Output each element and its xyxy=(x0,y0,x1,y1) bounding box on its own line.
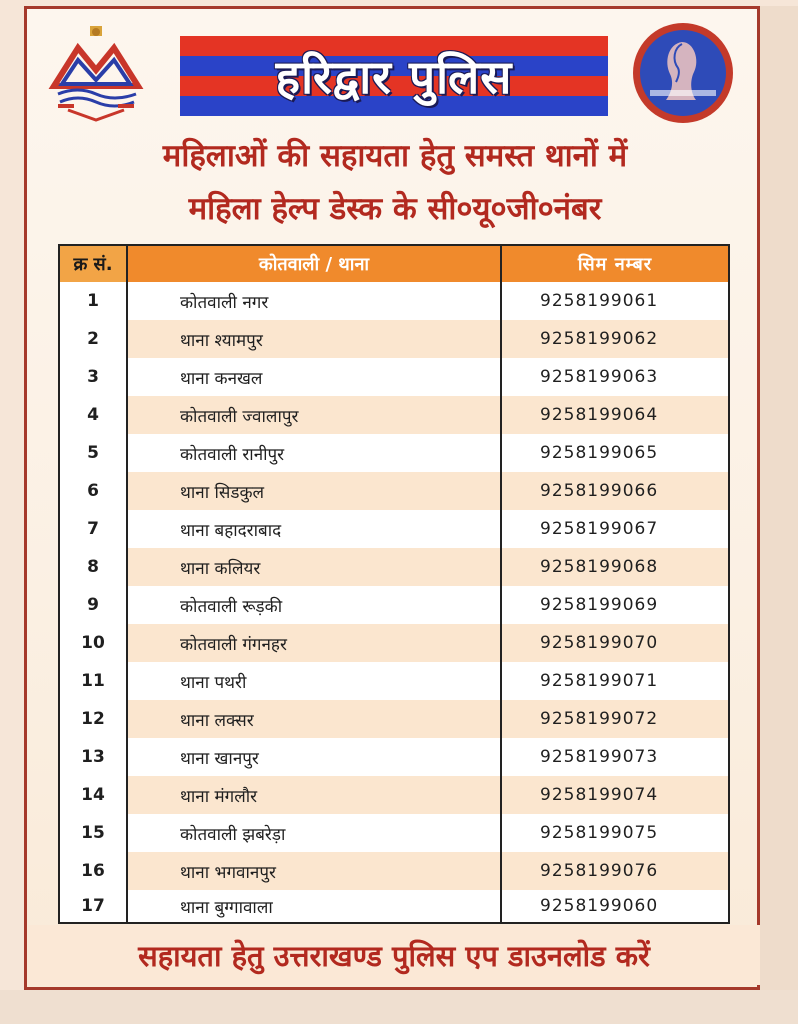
header-number: सिम नम्बर xyxy=(577,254,653,275)
row-serial: 14 xyxy=(60,776,128,814)
header-station: कोतवाली / थाना xyxy=(128,246,502,282)
page-title: हरिद्वार पुलिस xyxy=(275,50,513,104)
table-row xyxy=(60,472,728,510)
row-serial: 9 xyxy=(60,586,128,624)
row-number: 9258199061 xyxy=(540,291,659,311)
row-number: 9258199072 xyxy=(540,709,659,729)
row-number: 9258199065 xyxy=(540,443,659,463)
row-serial: 5 xyxy=(60,434,128,472)
women-safety-badge-icon xyxy=(632,22,734,124)
table-row xyxy=(60,624,728,662)
row-station: थाना श्यामपुर xyxy=(128,320,502,358)
row-serial: 2 xyxy=(60,320,128,358)
row-number: 9258199064 xyxy=(540,405,659,425)
table-row xyxy=(60,776,728,814)
row-station: थाना खानपुर xyxy=(128,738,502,776)
row-number: 9258199075 xyxy=(540,823,659,843)
table-row xyxy=(60,320,728,358)
row-number: 9258199074 xyxy=(540,785,659,805)
heading-line-2: महिला हेल्प डेस्क के सी०यू०जी०नंबर xyxy=(188,191,602,227)
row-number: 9258199068 xyxy=(540,557,659,577)
footer-banner: सहायता हेतु उत्तराखण्ड पुलिस एप डाउनलोड करें xyxy=(28,925,760,985)
table-row xyxy=(60,434,728,472)
table-row xyxy=(60,548,728,586)
row-station: थाना भगवानपुर xyxy=(128,852,502,890)
page-bottom-edge xyxy=(0,990,798,1024)
table-row xyxy=(60,358,728,396)
row-station: कोतवाली गंगनहर xyxy=(128,624,502,662)
title-banner xyxy=(180,36,608,116)
table-row xyxy=(60,282,728,320)
row-serial: 10 xyxy=(60,624,128,662)
row-serial: 16 xyxy=(60,852,128,890)
row-number: 9258199063 xyxy=(540,367,659,387)
row-number: 9258199060 xyxy=(540,896,659,916)
page-shadow xyxy=(760,6,798,1024)
table-row xyxy=(60,586,728,624)
row-station: कोतवाली ज्वालापुर xyxy=(128,396,502,434)
row-number: 9258199062 xyxy=(540,329,659,349)
table-row xyxy=(60,738,728,776)
row-serial: 17 xyxy=(60,890,128,922)
row-station: कोतवाली झबरेड़ा xyxy=(128,814,502,852)
table-row xyxy=(60,814,728,852)
row-number: 9258199067 xyxy=(540,519,659,539)
row-serial: 1 xyxy=(60,282,128,320)
header-serial: क्र सं. xyxy=(60,246,128,282)
row-number: 9258199076 xyxy=(540,861,659,881)
uttarakhand-police-emblem-icon xyxy=(48,24,144,124)
row-station: थाना कनखल xyxy=(128,358,502,396)
row-serial: 7 xyxy=(60,510,128,548)
row-number: 9258199070 xyxy=(540,633,659,653)
row-number: 9258199069 xyxy=(540,595,659,615)
row-number: 9258199071 xyxy=(540,671,659,691)
row-serial: 8 xyxy=(60,548,128,586)
row-number: 9258199073 xyxy=(540,747,659,767)
row-serial: 6 xyxy=(60,472,128,510)
row-number: 9258199066 xyxy=(540,481,659,501)
row-serial: 3 xyxy=(60,358,128,396)
row-serial: 4 xyxy=(60,396,128,434)
row-serial: 12 xyxy=(60,700,128,738)
table-row xyxy=(60,890,728,922)
row-station: थाना कलियर xyxy=(128,548,502,586)
table-row xyxy=(60,700,728,738)
row-station: कोतवाली रानीपुर xyxy=(128,434,502,472)
row-station: थाना बुग्गावाला xyxy=(128,890,502,922)
row-station: कोतवाली रूड़की xyxy=(128,586,502,624)
row-serial: 13 xyxy=(60,738,128,776)
row-station: कोतवाली नगर xyxy=(128,282,502,320)
table-row xyxy=(60,662,728,700)
heading-line-1: महिलाओं की सहायता हेतु समस्त थानों में xyxy=(162,138,628,174)
row-station: थाना बहादराबाद xyxy=(128,510,502,548)
row-serial: 15 xyxy=(60,814,128,852)
row-station: थाना पथरी xyxy=(128,662,502,700)
row-station: थाना मंगलौर xyxy=(128,776,502,814)
row-serial: 11 xyxy=(60,662,128,700)
table-row xyxy=(60,396,728,434)
table-row xyxy=(60,852,728,890)
table-row xyxy=(60,510,728,548)
helpdesk-table xyxy=(58,244,730,924)
row-station: थाना सिडकुल xyxy=(128,472,502,510)
row-station: थाना लक्सर xyxy=(128,700,502,738)
table-header-row xyxy=(60,246,728,282)
